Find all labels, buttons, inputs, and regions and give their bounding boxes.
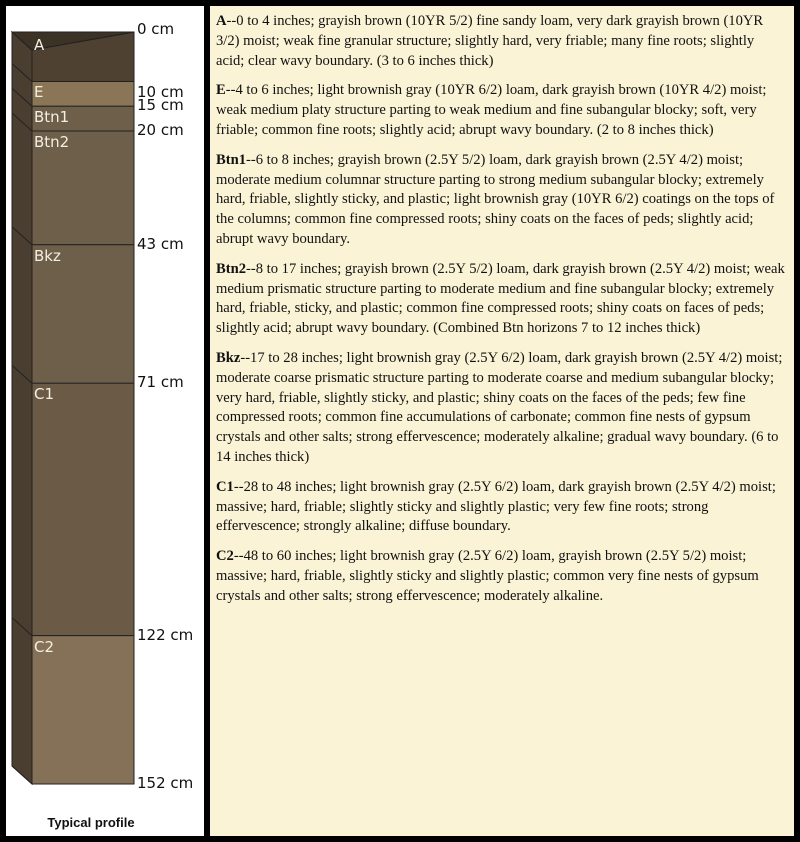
description-a: [216, 12, 786, 71]
description-label: C1: [216, 478, 234, 495]
horizon-label-btn2: Btn2: [34, 132, 70, 151]
horizon-label-bkz: Bkz: [34, 246, 61, 265]
soil-profile-panel: [6, 6, 204, 836]
horizon-descriptions-panel: [210, 6, 794, 836]
depth-label: 0 cm: [137, 20, 175, 38]
depth-label: 10 cm: [137, 83, 184, 102]
description-c1: [216, 478, 786, 537]
depth-label: 15 cm: [137, 96, 184, 115]
description-text: --4 to 6 inches; light brownish gray (10YR 6/2) loam, dark grayish brown (10YR 4/2) moist; weak medium platy structure parting to weak medium and fine subangular blocky; soft, very friable; common fine roots; slightly acid; abrupt wavy boundary. (2 to 8 inches thick): [216, 82, 767, 138]
description-text: --17 to 28 inches; light brownish gray (2.5Y 6/2) loam, dark grayish brown (2.5Y 4/2) moist; moderate coarse prismatic structure parting to moderate coarse and medium subangular blocky; very hard, friable, slightly sticky, and plastic; shiny coats on the faces of the peds; few fine compressed roots; common fine accumulations of carbonate; common fine nests of gypsum crystals and other salts; strong effervescence; moderately alkaline; gradual wavy boundary. (6 to 14 inches thick): [216, 349, 783, 465]
depth-label: 122 cm: [137, 625, 194, 644]
description-label: C2: [216, 548, 234, 565]
description-label: Btn1: [216, 151, 247, 168]
horizon-label-a: A: [34, 36, 45, 54]
depth-label: 152 cm: [137, 774, 194, 792]
horizon-band-c1: [32, 383, 134, 635]
depth-label: 71 cm: [137, 373, 184, 392]
description-btn2: [216, 260, 786, 339]
description-text: --0 to 4 inches; grayish brown (10YR 5/2) fine sandy loam, very dark grayish brown (10YR 3/2) moist; weak fine granular structure; slightly hard, very friable; many fine roots; slightly acid; clear wavy boundary. (3 to 6 inches thick): [216, 13, 764, 69]
horizon-label-c1: C1: [34, 385, 55, 404]
horizon-band-c2: [32, 636, 134, 784]
description-c2: [216, 547, 786, 606]
description-label: Btn2: [216, 260, 247, 277]
description-text: --8 to 17 inches; grayish brown (2.5Y 5/2) loam, dark grayish brown (2.5Y 4/2) moist; weak medium prismatic structure parting to moderate medium and fine subangular blocky; extremely hard, friable, sticky, and plastic; common fine compressed roots; shiny coats on faces of peds; slightly acid; abrupt wavy boundary. (Combined Btn horizons 7 to 12 inches thick): [216, 260, 785, 337]
description-text: --28 to 48 inches; light brownish gray (2.5Y 6/2) loam, dark grayish brown (2.5Y 4/2) moist; massive; hard, friable; slightly sticky and slightly plastic; very few fine roots; strong effervescence; strongly alkaline; diffuse boundary.: [216, 478, 776, 535]
description-bkz: [216, 349, 786, 468]
depth-label: 20 cm: [137, 120, 184, 139]
description-label: E: [216, 82, 226, 99]
horizon-band-bkz: [32, 245, 134, 384]
description-text: --48 to 60 inches; light brownish gray (2.5Y 6/2) loam, grayish brown (2.5Y 5/2) moist; massive; hard, friable, slightly sticky and slightly plastic; common very fine nests of gypsum crystals and other salts; strong effervescence; moderately alkaline.: [216, 548, 759, 604]
horizon-label-e: E: [34, 83, 44, 102]
depth-label: 43 cm: [137, 234, 184, 253]
description-e: [216, 81, 786, 140]
description-text: --6 to 8 inches; grayish brown (2.5Y 5/2) loam, dark grayish brown (2.5Y 4/2) moist; moderate medium columnar structure parting to strong medium subangular blocky; extremely hard, friable, slightly sticky, and plastic; light brownish gray (10YR 6/2) coatings on the tops of the columns; common fine compressed roots; shiny coats on the faces of peds; slightly acid; abrupt wavy boundary.: [216, 151, 775, 247]
description-label: Bkz: [216, 349, 241, 366]
column-side-face: [12, 32, 32, 784]
description-label: A: [216, 13, 227, 29]
horizon-label-btn1: Btn1: [34, 108, 70, 127]
horizon-band-e: [32, 81, 134, 106]
profile-caption: Typical profile: [47, 815, 135, 830]
horizon-label-c2: C2: [34, 637, 55, 656]
description-btn1: [216, 151, 786, 250]
